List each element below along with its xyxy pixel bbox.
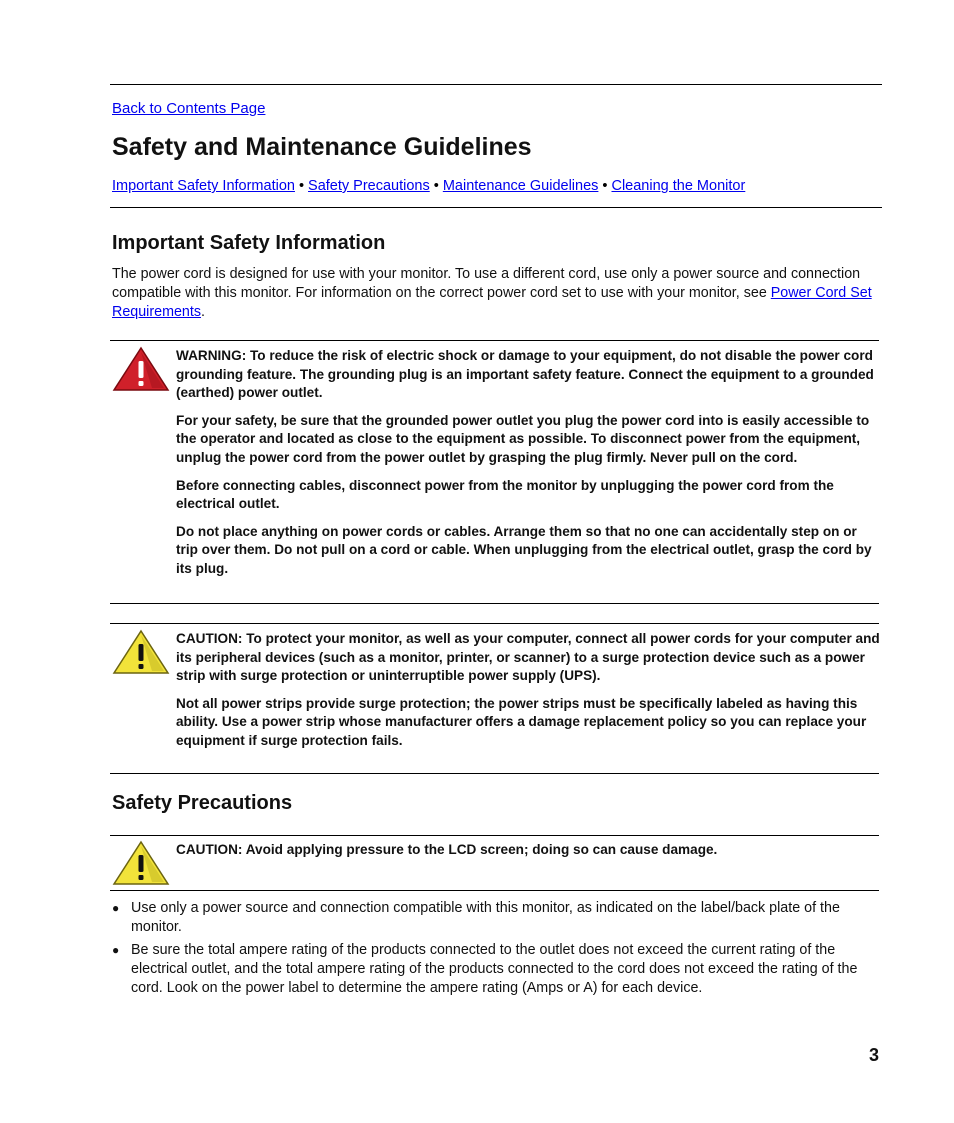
list-item — [112, 899, 880, 937]
warning-triangle-red-icon — [112, 346, 170, 392]
nav-link-maintenance[interactable]: Maintenance Guidelines — [442, 178, 599, 194]
caution-paragraph: CAUTION: Avoid applying pressure to the LCD screen; doing so can cause damage. — [176, 842, 718, 857]
bullet: ● — [112, 901, 120, 915]
list-item-text: Use only a power source and connection compatible with this monitor, as indicated on the label/back plate of the monitor. — [131, 900, 840, 935]
nav-rule — [110, 207, 882, 208]
intro-text-end: . — [201, 304, 205, 320]
nav-link-cleaning[interactable]: Cleaning the Monitor — [611, 178, 746, 194]
warning-box — [110, 340, 879, 604]
nav-link-important-safety[interactable]: Important Safety Information — [112, 178, 295, 194]
list-item — [112, 941, 880, 998]
caution-paragraph: Not all power strips provide surge protection; the power strips must be specifically labeled as having this ability. Use a power strip whose manufacturer offers a damage replacement policy so you can replace your equipment if surge protection fails. — [176, 695, 867, 748]
intro-paragraph — [112, 265, 880, 322]
caution-box-lcd — [110, 835, 879, 891]
caution-box-surge — [110, 623, 879, 774]
warning-paragraph: Do not place anything on power cords or cables. Arrange them so that no one can accidentally step on or trip over them. Do not pull on a cord or cable. When unplugging from the electrical outlet, grasp the cord by its plug. — [176, 523, 872, 576]
bullet: ● — [112, 943, 120, 957]
caution-triangle-yellow-icon — [112, 840, 170, 886]
nav-separator: • — [433, 178, 439, 194]
section-nav — [112, 178, 745, 194]
nav-separator: • — [602, 178, 608, 194]
list-item-text: Be sure the total ampere rating of the products connected to the outlet does not exceed the current rating of the electrical outlet, and the total ampere rating of the products connected to the cord does not exceed the rating of the cord. Look on the power label to determine the ampere rating (Amps or A) for each device. — [131, 942, 858, 996]
page-title: Safety and Maintenance Guidelines — [112, 133, 532, 161]
nav-separator: • — [298, 178, 305, 194]
warning-paragraph: WARNING: To reduce the risk of electric shock or damage to your equipment, do not disable the power cord grounding feature. The grounding plug is an important safety feature. Connect the equipment to a grounded (earthed) power outlet. — [176, 348, 874, 401]
back-to-contents-link[interactable]: Back to Contents Page — [112, 100, 266, 117]
section-heading-safety-precautions: Safety Precautions — [112, 792, 293, 814]
section-heading-important-safety: Important Safety Information — [112, 232, 386, 254]
top-rule — [110, 84, 882, 85]
nav-link-safety-precautions[interactable]: Safety Precautions — [308, 178, 430, 194]
power-cord-requirements-link[interactable]: Power Cord Set Requirements — [112, 285, 872, 320]
intro-text: The power cord is designed for use with your monitor. To use a different cord, use only a power source and connection compatible with this monitor. For information on the correct power cord set to use with your monitor, see — [112, 266, 861, 301]
caution-triangle-yellow-icon — [112, 629, 170, 675]
page-number: 3 — [868, 1045, 879, 1065]
warning-paragraph: Before connecting cables, disconnect power from the monitor by unplugging the power cord from the electrical outlet. — [176, 477, 834, 512]
precautions-list — [112, 899, 880, 1002]
caution-paragraph: CAUTION: To protect your monitor, as well as your computer, connect all power cords for your computer and its peripheral devices (such as a monitor, printer, or scanner) to a surge protection device such as a power strip with surge protection or uninterruptible power supply (UPS). — [176, 631, 880, 684]
warning-paragraph: For your safety, be sure that the grounded power outlet you plug the power cord into is easily accessible to the operator and located as close to the equipment as possible. To disconnect power from the equipment, unplug the power cord from the power outlet by grasping the plug firmly. Never pull on the cord. — [176, 412, 870, 465]
